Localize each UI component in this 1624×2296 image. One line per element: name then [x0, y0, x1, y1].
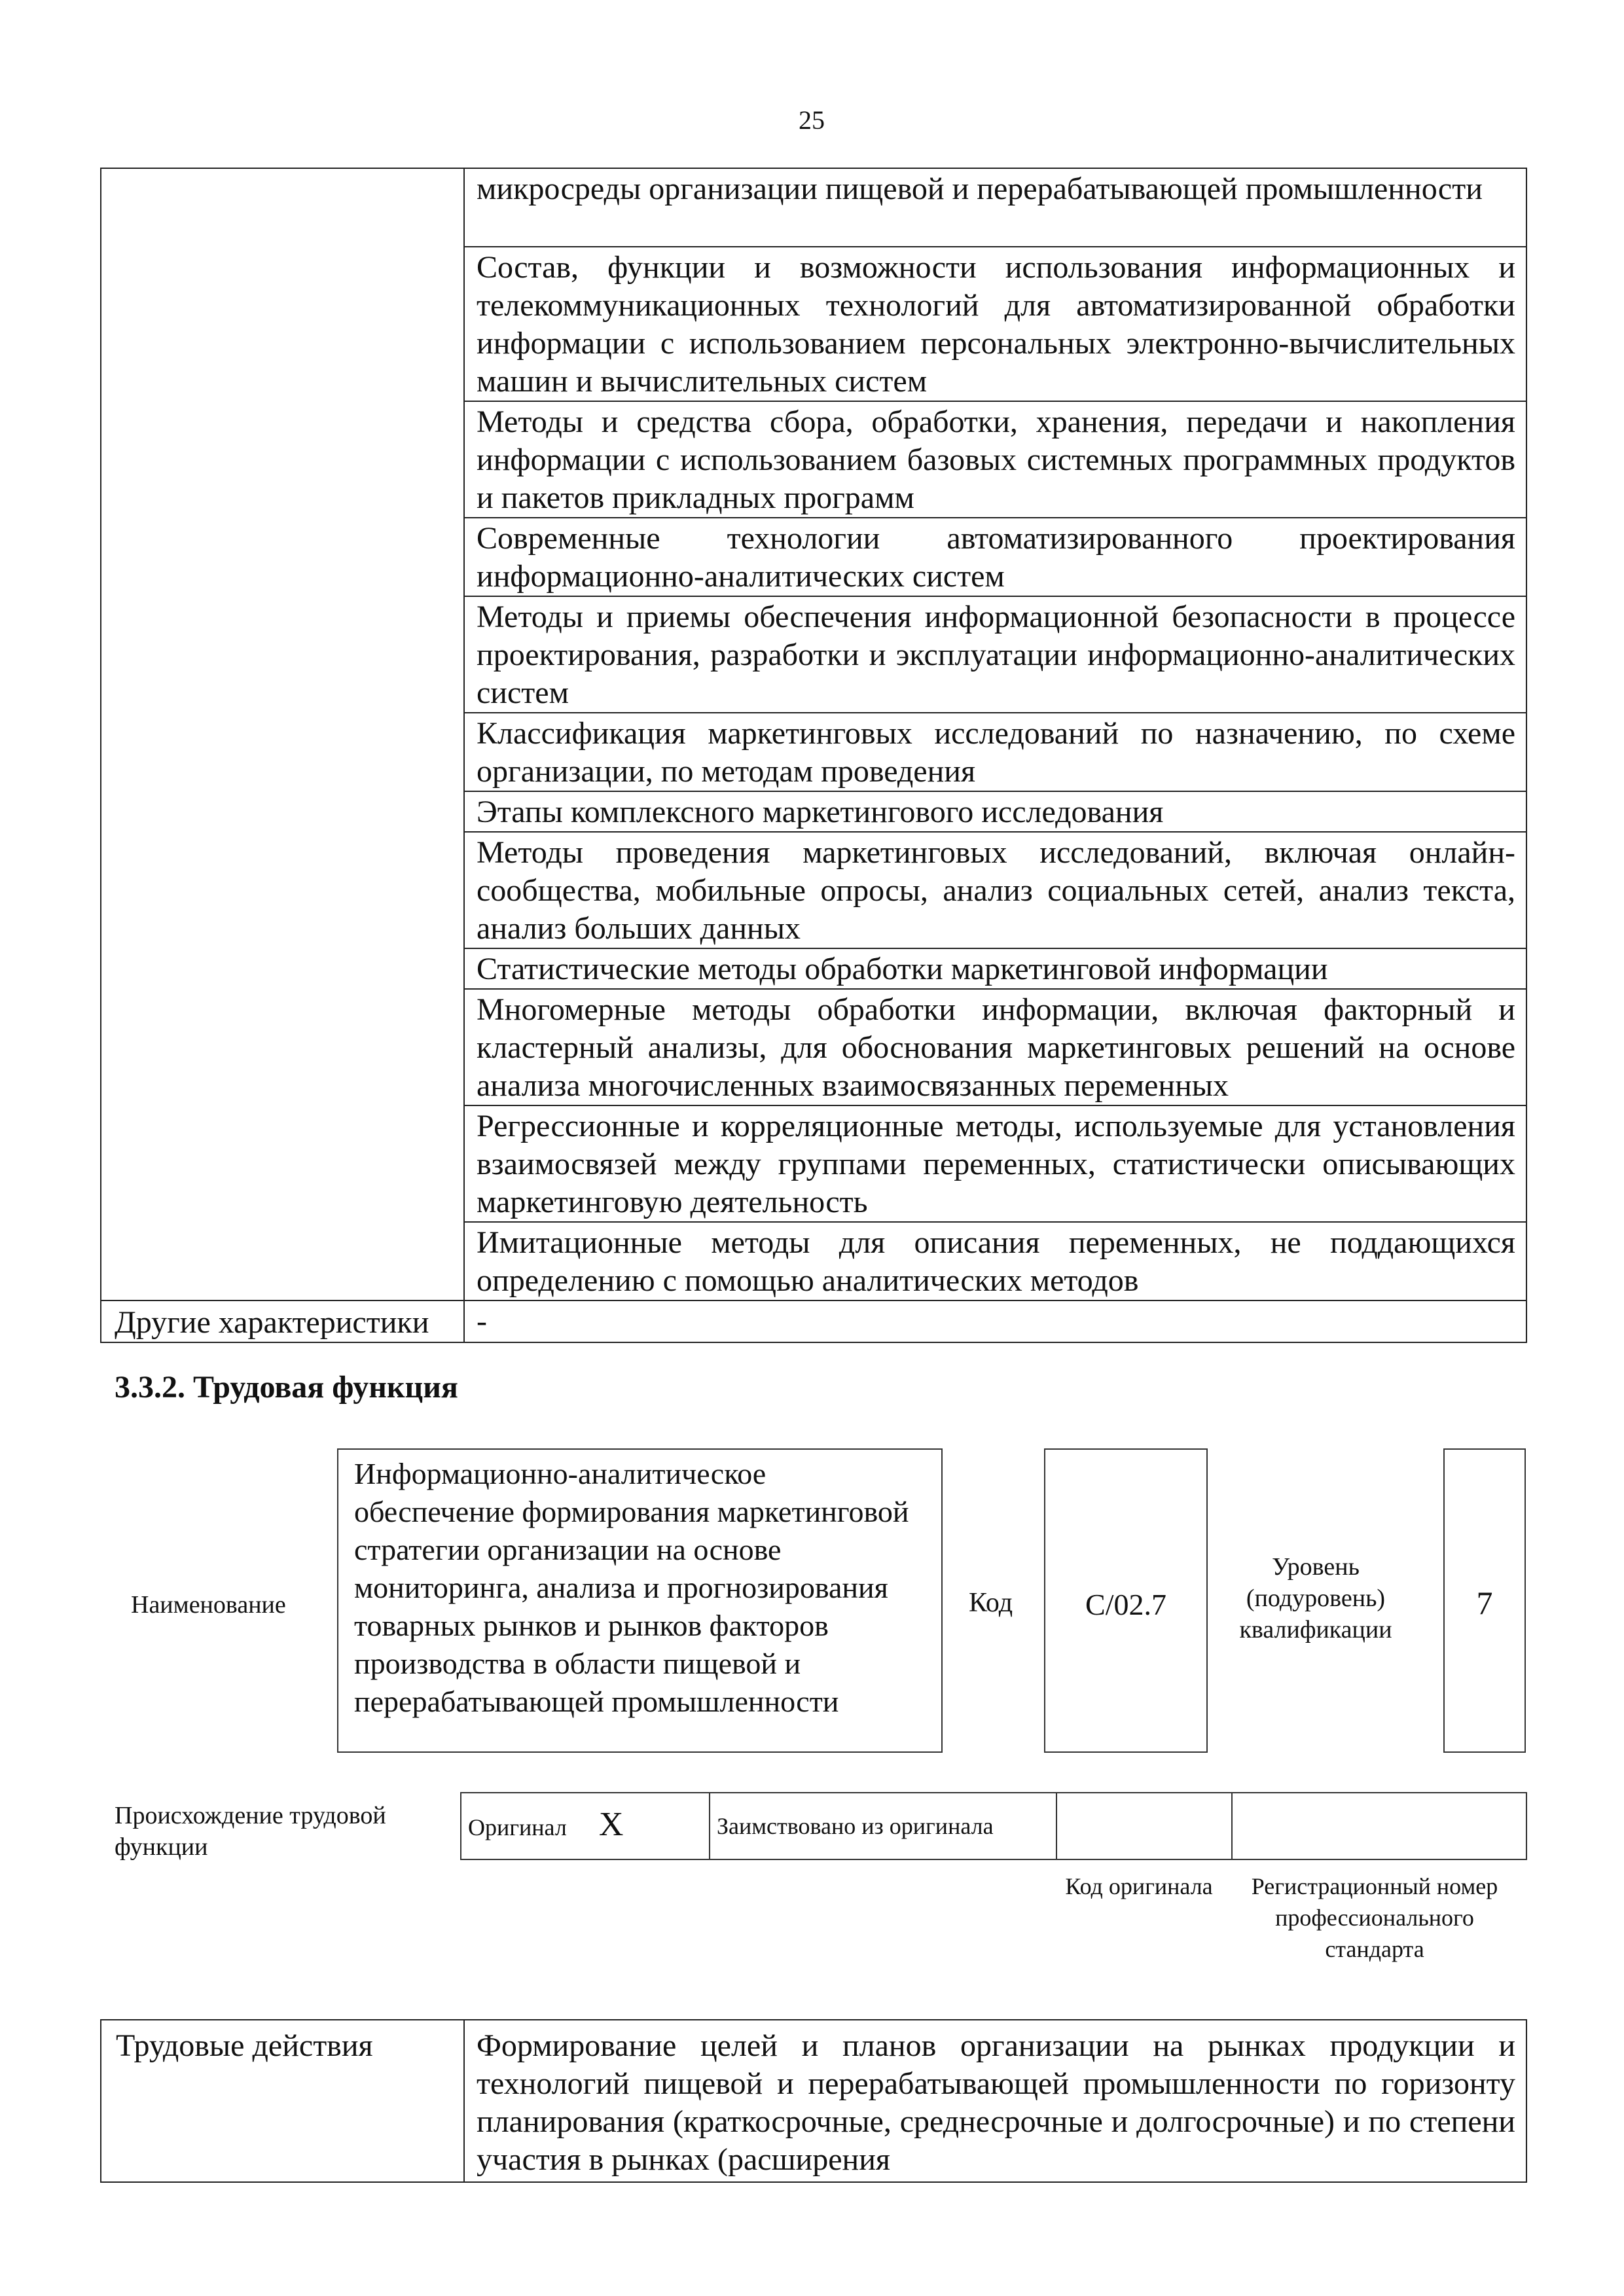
origin-original-cell	[461, 1793, 710, 1859]
actions-label: Трудовые действия	[101, 2020, 464, 2182]
knowledge-item: микросреды организации пищевой и перерабатывающей промышленности	[464, 168, 1526, 247]
qualification-level-label: Уровень (подуровень) квалификации	[1239, 1553, 1392, 1643]
knowledge-table	[100, 168, 1527, 1343]
origin-code-caption: Код оригинала	[1065, 1873, 1213, 1899]
knowledge-item: Статистические методы обработки маркетинговой информации	[464, 948, 1526, 989]
origin-label: Происхождение трудовой функции	[115, 1802, 386, 1861]
knowledge-item: Имитационные методы для описания переменных, не поддающихся определению с помощью аналитических методов	[464, 1222, 1526, 1300]
origin-original-mark: X	[598, 1806, 624, 1843]
knowledge-item: Многомерные методы обработки информации, включая факторный и кластерный анализы, для обоснования маркетинговых решений на основе анализа многочисленных взаимосвязанных переменных	[464, 989, 1526, 1105]
knowledge-label-cell	[101, 168, 464, 1300]
origin-borrowed-label: Заимствовано из оригинала	[710, 1793, 1056, 1859]
other-characteristics-label: Другие характеристики	[101, 1300, 464, 1342]
function-code-value: C/02.7	[1044, 1448, 1208, 1753]
knowledge-item: Современные технологии автоматизированного проектирования информационно-аналитических систем	[464, 518, 1526, 596]
other-characteristics-value: -	[464, 1300, 1526, 1342]
origin-reg-number-cell	[1232, 1793, 1526, 1859]
origin-reg-caption: Регистрационный номер профессионального стандарта	[1251, 1873, 1498, 1962]
qualification-level-value: 7	[1443, 1448, 1526, 1753]
section-title: 3.3.2. Трудовая функция	[115, 1370, 458, 1405]
origin-table	[460, 1792, 1527, 1860]
knowledge-item: Методы и приемы обеспечения информационной безопасности в процессе проектирования, разработки и эксплуатации информационно-аналитических систем	[464, 596, 1526, 713]
origin-code-cell	[1056, 1793, 1232, 1859]
function-code-label: Код	[969, 1588, 1013, 1618]
knowledge-item: Классификация маркетинговых исследований по назначению, по схеме организации, по методам проведения	[464, 713, 1526, 791]
knowledge-item: Методы проведения маркетинговых исследований, включая онлайн-сообщества, мобильные опросы, анализ социальных сетей, анализ текста, анализ больших данных	[464, 832, 1526, 948]
knowledge-item: Состав, функции и возможности использования информационных и телекоммуникационных технологий для автоматизированной обработки информации с использованием персональных электронно-вычислительных машин и вычислительных систем	[464, 247, 1526, 401]
actions-table	[100, 2019, 1527, 2183]
origin-original-label: Оригинал	[468, 1814, 567, 1840]
knowledge-item: Регрессионные и корреляционные методы, используемые для установления взаимосвязей между группами переменных, статистически описывающих маркетинговую деятельность	[464, 1105, 1526, 1222]
actions-text: Формирование целей и планов организации на рынках продукции и технологий пищевой и перерабатывающей промышленности по горизонту планирования (краткосрочные, среднесрочные и долгосрочные) и по степени участия в рынках (расширения	[464, 2020, 1526, 2182]
page-number: 25	[799, 105, 825, 135]
function-name-label: Наименование	[131, 1591, 286, 1619]
knowledge-item: Этапы комплексного маркетингового исследования	[464, 791, 1526, 832]
function-name-value: Информационно-аналитическое обеспечение формирования маркетинговой стратегии организации на основе мониторинга, анализа и прогнозирования товарных рынков и рынков факторов производства в области пищевой и перерабатывающей промышленности	[337, 1448, 943, 1753]
knowledge-item: Методы и средства сбора, обработки, хранения, передачи и накопления информации с использованием базовых системных программных продуктов и пакетов прикладных программ	[464, 401, 1526, 518]
